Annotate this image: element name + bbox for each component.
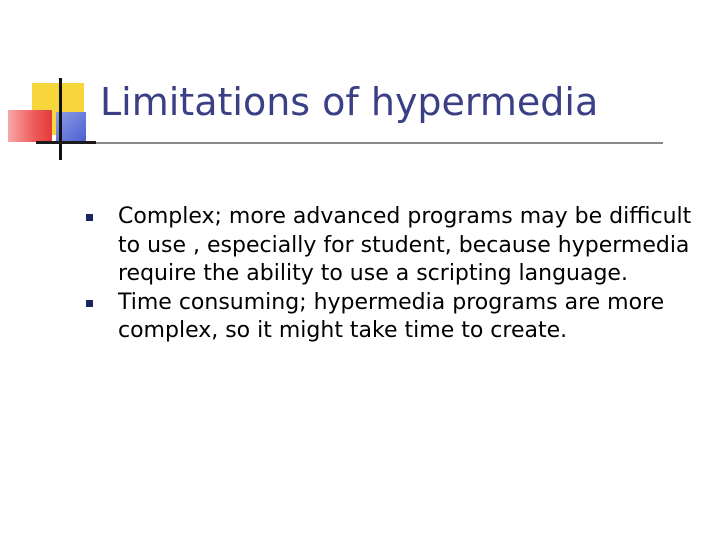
square-bullet-icon — [86, 300, 93, 307]
bullet-item — [80, 203, 705, 289]
slide-title: Limitations of hypermedia — [100, 80, 599, 124]
title-underline-accent — [36, 141, 96, 144]
bullet-text: Time consuming; hypermedia programs are more complex, so it might take time to create. — [118, 289, 665, 344]
square-bullet-icon — [86, 214, 93, 221]
red-square-shape — [8, 110, 52, 142]
title-underline — [36, 142, 663, 144]
bullet-item — [80, 289, 705, 346]
bullet-list — [80, 203, 705, 346]
decorative-squares-logo — [0, 0, 110, 170]
bullet-text: Complex; more advanced programs may be difficult to use , especially for student, because hypermedia require the ability to use a scripting language. — [118, 204, 692, 287]
vertical-rule — [59, 78, 62, 160]
